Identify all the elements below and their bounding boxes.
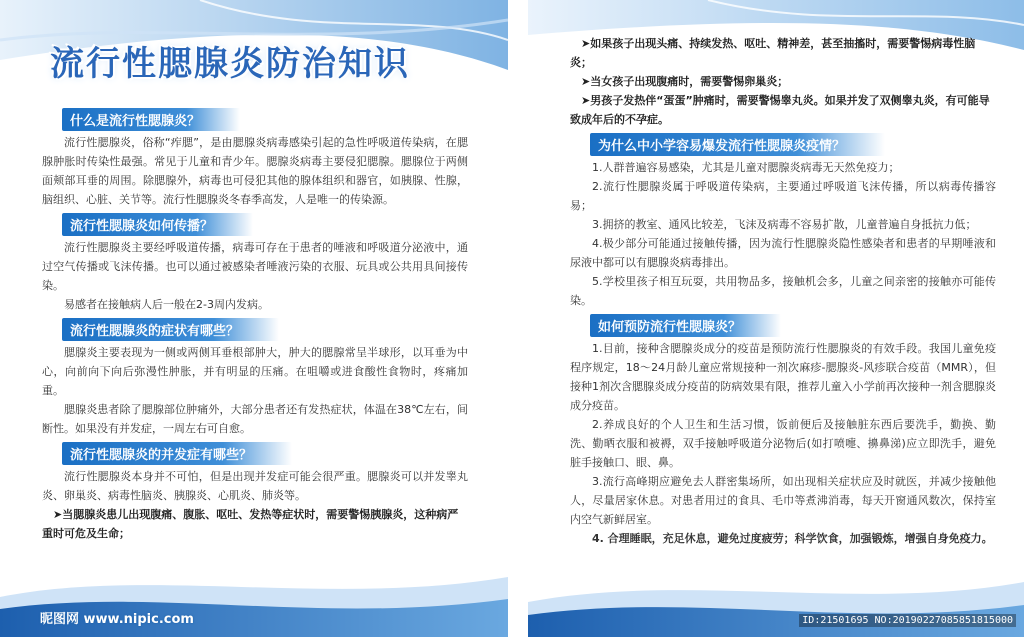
section-heading: 流行性腮腺炎的症状有哪些？ [62, 318, 279, 341]
image-id-watermark: ID:21501695 NO:20190227085851815000 [799, 614, 1016, 627]
arrow-item: ➤当腮腺炎患儿出现腹痛、腹胀、呕吐、发热等症状时，需要警惕胰腺炎，这种病严重时可危及生命； [42, 508, 459, 540]
section-school-outbreak [570, 129, 996, 310]
paragraph: 流行性腮腺炎，俗称“痄腮”，是由腮腺炎病毒感染引起的急性呼吸道传染病，在腮腺肿胀时传染性最强。常见于儿童和青少年。腮腺炎病毒主要侵犯腮腺。腮腺位于两侧面颊部耳垂的周围。除腮腺外，病毒也可侵犯其他的腺体组织和器官，如胰腺、性腺，脑组织、心脏、关节等。流行性腮腺炎冬春季高发，人是唯一的传染源。 [42, 136, 468, 206]
section-heading: 流行性腮腺炎如何传播？ [62, 213, 253, 236]
paragraph: 1.目前，接种含腮腺炎成分的疫苗是预防流行性腮腺炎的有效手段。我国儿童免疫程序规定，18～24月龄儿童应常规接种一剂次麻疹-腮腺炎-风疹联合疫苗（MMR），但接种1剂次含腮腺炎成分疫苗的防病效果有限，推荐儿童入小学前再次接种一剂含腮腺炎成分疫苗。 [570, 342, 996, 412]
section-what-is [42, 104, 468, 209]
right-content [528, 0, 1024, 637]
paragraph: 4. 合理睡眠，充足休息，避免过度疲劳；科学饮食，加强锻炼，增强自身免疫力。 [592, 532, 993, 545]
section-prevention [570, 310, 996, 548]
arrow-item: ➤如果孩子出现头痛、持续发热、呕吐、精神差，甚至抽搐时，需要警惕病毒性脑炎； [570, 37, 976, 69]
section-heading: 如何预防流行性腮腺炎？ [590, 314, 781, 337]
paragraph: 1.人群普遍容易感染，尤其是儿童对腮腺炎病毒无天然免疫力； [592, 161, 900, 174]
section-heading: 为什么中小学容易爆发流行性腮腺炎疫情？ [590, 133, 885, 156]
paragraph: 2.养成良好的个人卫生和生活习惯，饭前便后及接触脏东西后要洗手，勤换、勤洗、勤晒衣服和被褥，双手接触呼吸道分泌物后(如打喷嚏、擤鼻涕)应立即洗手，避免脏手接触口、眼、鼻。 [570, 418, 996, 469]
paragraph: 腮腺炎主要表现为一侧或两侧耳垂根部肿大，肿大的腮腺常呈半球形，以耳垂为中心，向前向下向后弥漫性肿胀，并有明显的压痛。在咀嚼或进食酸性食物时，疼痛加重。 [42, 346, 468, 397]
section-heading: 什么是流行性腮腺炎？ [62, 108, 240, 131]
paragraph: 2.流行性腮腺炎属于呼吸道传染病，主要通过呼吸道飞沫传播，所以病毒传播容易； [570, 180, 996, 212]
arrow-item: ➤当女孩子出现腹痛时，需要警惕卵巢炎； [581, 75, 789, 88]
left-content [0, 0, 508, 637]
paragraph: 流行性腮腺炎本身并不可怕，但是出现并发症可能会很严重。腮腺炎可以并发睾丸炎、卵巢炎、病毒性脑炎、胰腺炎、心肌炎、肺炎等。 [42, 470, 468, 502]
left-panel [0, 0, 508, 637]
section-heading: 流行性腮腺炎的并发症有哪些？ [62, 442, 292, 465]
section-symptoms [42, 314, 468, 438]
paragraph: 5.学校里孩子相互玩耍，共用物品多，接触机会多，儿童之间亲密的接触亦可能传染。 [570, 275, 996, 307]
panel-gutter [508, 0, 528, 637]
paragraph: 3.拥挤的教室、通风比较差，飞沫及病毒不容易扩散，儿童普遍自身抵抗力低； [592, 218, 977, 231]
paragraph: 腮腺炎患者除了腮腺部位肿痛外，大部分患者还有发热症状，体温在38℃左右，间断性。如果没有并发症，一周左右可自愈。 [42, 403, 468, 435]
paragraph: 流行性腮腺炎主要经呼吸道传播，病毒可存在于患者的唾液和呼吸道分泌液中，通过空气传播或飞沫传播。也可以通过被感染者唾液污染的衣服、玩具或公共用具间接传染。 [42, 241, 468, 292]
section-complications [42, 438, 468, 543]
site-watermark: 昵图网 www.nipic.com [40, 612, 194, 627]
right-panel [528, 0, 1024, 637]
section-transmission [42, 209, 468, 314]
paragraph: 4.极少部分可能通过接触传播，因为流行性腮腺炎隐性感染者和患者的早期唾液和尿液中都可以有腮腺炎病毒排出。 [570, 237, 996, 269]
paragraph: 3.流行高峰期应避免去人群密集场所，如出现相关症状应及时就医，并减少接触他人，尽量居家休息。对患者用过的食具、毛巾等煮沸消毒，每天开窗通风数次，保持室内空气新鲜居室。 [570, 475, 996, 526]
page-title: 流行性腮腺炎防治知识 [50, 44, 410, 84]
arrow-item: ➤男孩子发热伴“蛋蛋”肿痛时，需要警惕睾丸炎。如果并发了双侧睾丸炎，有可能导致成年后的不孕症。 [570, 94, 990, 126]
paragraph: 易感者在接触病人后一般在2-3周内发病。 [64, 298, 269, 311]
